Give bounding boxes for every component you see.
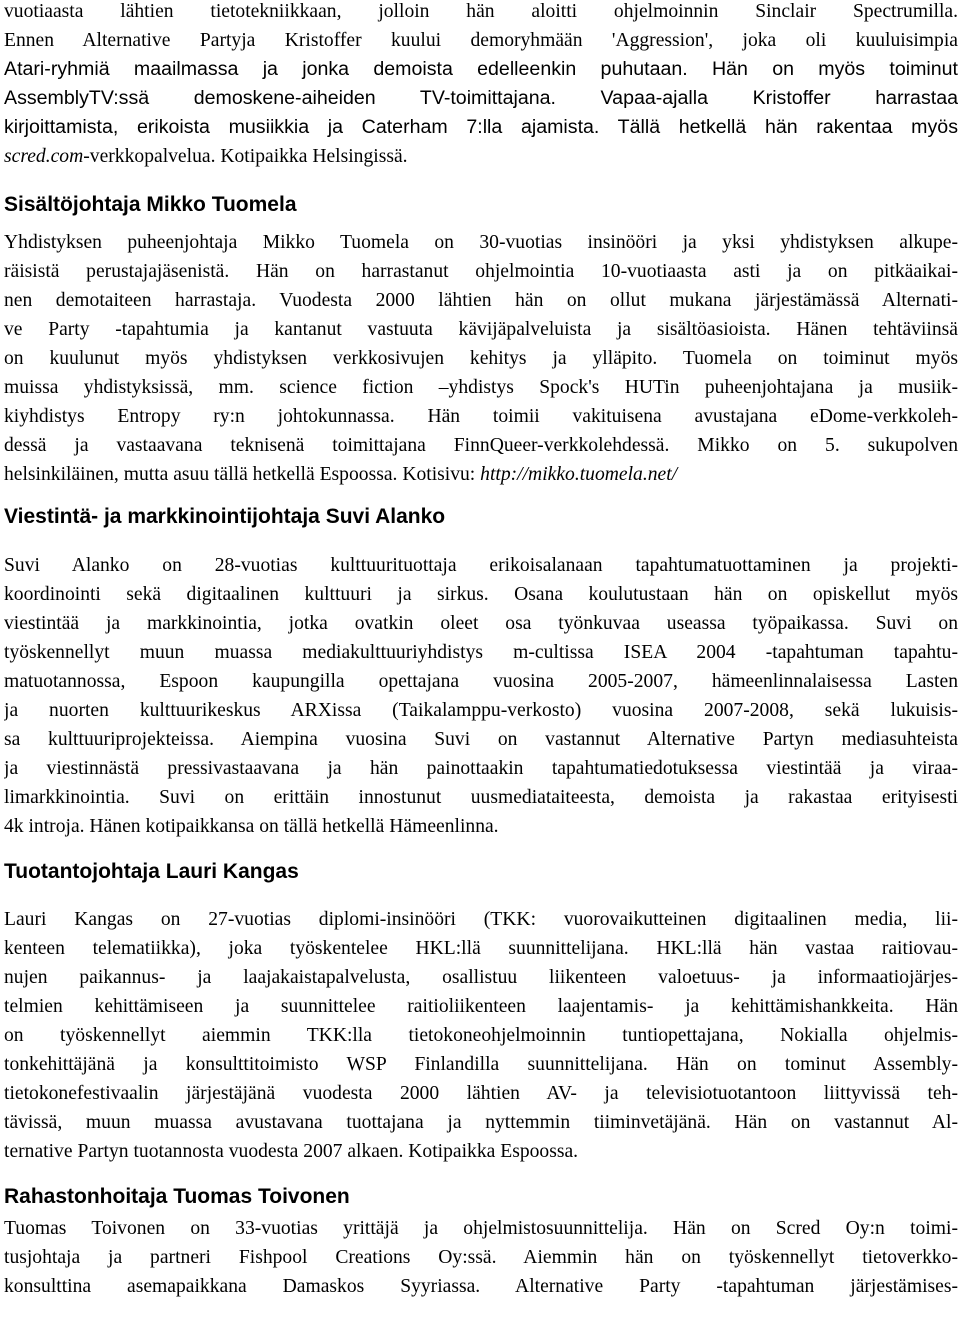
mikko-line-3: nen demotaiteen harrastaja. Vuodesta 2000 lähtien hän on ollut mukana järjestämässä Alternati- — [4, 290, 958, 311]
lauri-line-2: kenteen telematiikka), joka työskentelee HKL:llä suunnittelijana. HKL:llä hän vastaa raitiovau- — [4, 938, 958, 959]
intro-paragraph — [4, 0, 958, 171]
mikko-line-1: Yhdistyksen puheenjohtaja Mikko Tuomela on 30-vuotias insinööri ja yksi yhdistyksen alkupe- — [4, 232, 958, 253]
intro-line-3: Atari-ryhmiä maailmassa ja jonka demoista edelleenkin puhutaan. Hän on myös toiminut — [4, 58, 958, 80]
suvi-line-9: limarkkinointia. Suvi on erittäin innostunut uusmediataiteesta, demoista ja rakastaa erityisesti — [4, 787, 958, 808]
mikko-line-5: on kuulunut myös yhdistyksen verkkosivujen kehitys ja ylläpito. Tuomela on toiminut myös — [4, 348, 958, 369]
scred-link[interactable]: scred.com — [4, 146, 84, 167]
lauri-line-6: tonkehittäjänä ja konsulttitoimisto WSP Finlandilla suunnittelijana. Hän on tominut Assembly- — [4, 1054, 958, 1075]
tuomas-line-3: konsulttina asemapaikkana Damaskos Syyriassa. Alternative Party -tapahtuman järjestämises- — [4, 1276, 958, 1297]
mikko-paragraph — [4, 228, 958, 489]
document-page — [4, 0, 958, 1301]
suvi-line-6: ja nuorten kulttuurikeskus ARXissa (Taikalamppu-verkosto) vuosina 2007-2008, sekä lukuisis- — [4, 700, 958, 721]
suvi-line-7: sa kulttuuriprojekteissa. Aiempina vuosina Suvi on vastannut Alternative Partyn mediasuhteista — [4, 729, 958, 750]
lauri-line-7: tietokonefestivaalin järjestäjänä vuodesta 2000 lähtien AV- ja televisiotuotantoon liittyvissä teh- — [4, 1083, 958, 1104]
suvi-line-4: työskennellyt muun muassa mediakulttuuriyhdistys m-cultissa ISEA 2004 -tapahtuman tapahtu- — [4, 642, 958, 663]
suvi-paragraph — [4, 551, 958, 841]
mikko-line-9-text: helsinkiläinen, mutta asuu tällä hetkellä Espoossa. Kotisivu: — [4, 464, 481, 485]
mikko-line-8: dessä ja vastaavana teknisenä toimittajana FinnQueer-verkkolehdessä. Mikko on 5. sukupolven — [4, 435, 958, 456]
tuomas-line-1: Tuomas Toivonen on 33-vuotias yrittäjä ja ohjelmistosuunnittelija. Hän on Scred Oy:n toimi- — [4, 1218, 958, 1239]
intro-line-6 — [4, 142, 958, 171]
mikko-line-2: räisistä perustajajäsenistä. Hän on harrastanut ohjelmointia 10-vuotiaasta asti ja on pitkäaikai- — [4, 261, 958, 282]
intro-line-1: vuotiaasta lähtien tietotekniikkaan, jolloin hän aloitti ohjelmoinnin Sinclair Spectrumilla. — [4, 1, 958, 22]
suvi-line-5: matuotannossa, Espoon kaupungilla opettajana vuosina 2005-2007, hämeenlinnalaisessa Lasten — [4, 671, 958, 692]
suvi-line-1: Suvi Alanko on 28-vuotias kulttuurituottaja erikoisalanaan tapahtumatuottaminen ja projekti- — [4, 555, 958, 576]
heading-tuomas-toivonen: Rahastonhoitaja Tuomas Toivonen — [4, 1185, 350, 1208]
mikko-line-6: muissa yhdistyksissä, mm. science fiction –yhdistys Spock's HUTin puheenjohtajana ja musiik- — [4, 377, 958, 398]
heading-mikko-tuomela: Sisältöjohtaja Mikko Tuomela — [4, 193, 297, 216]
tuomas-line-2: tusjohtaja ja partneri Fishpool Creations Oy:ssä. Aiemmin hän on työskennellyt tietoverkko- — [4, 1247, 958, 1268]
suvi-line-8: ja viestinnästä pressivastaavana ja hän painottaakin tapahtumatiedotuksessa viestintää ja viraa- — [4, 758, 958, 779]
lauri-line-3: nujen paikannus- ja laajakaistapalvelusta, osallistuu liikenteen valoetuus- ja informaatiojärjes- — [4, 967, 958, 988]
mikko-line-4: ve Party -tapahtumia ja kantanut vastuuta kävijäpalveluista ja sisältöasioista. Hänen tehtäviinsä — [4, 319, 958, 340]
intro-line-6-rest: -verkkopalvelua. Kotipaikka Helsingissä. — [83, 146, 408, 167]
intro-line-4: AssemblyTV:ssä demoskene-aiheiden TV-toimittajana. Vapaa-ajalla Kristoffer harrastaa — [4, 87, 958, 109]
intro-line-5: kirjoittamista, erikoista musiikkia ja Caterham 7:lla ajamista. Tällä hetkellä hän rakentaa myös — [4, 116, 958, 138]
heading-lauri-kangas: Tuotantojohtaja Lauri Kangas — [4, 860, 299, 883]
lauri-line-4: telmien kehittämiseen ja suunnittelee raitioliikenteen laajentamis- ja kehittämishankkeita. Hän — [4, 996, 958, 1017]
lauri-line-5: on työskennellyt aiemmin TKK:lla tietokoneohjelmoinnin tuntiopettajana, Nokialla ohjelmis- — [4, 1025, 958, 1046]
intro-line-2: Ennen Alternative Partyja Kristoffer kuului demoryhmään 'Aggression', joka oli kuuluisimpia — [4, 30, 958, 51]
lauri-line-8: tävissä, muun muassa avustavana tuottajana ja nyttemmin tiiminvetäjänä. Hän on vastannut Al- — [4, 1112, 958, 1133]
lauri-line-1: Lauri Kangas on 27-vuotias diplomi-insinööri (TKK: vuorovaikutteinen digitaalinen media, lii- — [4, 909, 958, 930]
suvi-line-2: koordinointi sekä digitaalinen kulttuuri ja sirkus. Osana koulutustaan hän on opiskellut myös — [4, 584, 958, 605]
suvi-line-3: viestintää ja markkinointia, jotka ovatkin oleet osa työnkuvaa useassa työpaikassa. Suvi on — [4, 613, 958, 634]
lauri-line-9: ternative Partyn tuotannosta vuodesta 2007 alkaen. Kotipaikka Espoossa. — [4, 1141, 579, 1162]
lauri-paragraph — [4, 905, 958, 1166]
mikko-line-7: kiyhdistys Entropy ry:n johtokunnassa. Hän toimii vakituisena avustajana eDome-verkkoleh- — [4, 406, 958, 427]
mikko-line-9 — [4, 460, 958, 489]
tuomas-paragraph — [4, 1214, 958, 1301]
suvi-line-10: 4k introja. Hänen kotipaikkansa on tällä hetkellä Hämeenlinna. — [4, 816, 499, 837]
heading-suvi-alanko: Viestintä- ja markkinointijohtaja Suvi Alanko — [4, 505, 446, 528]
mikko-homepage-link[interactable]: http://mikko.tuomela.net/ — [480, 464, 678, 485]
